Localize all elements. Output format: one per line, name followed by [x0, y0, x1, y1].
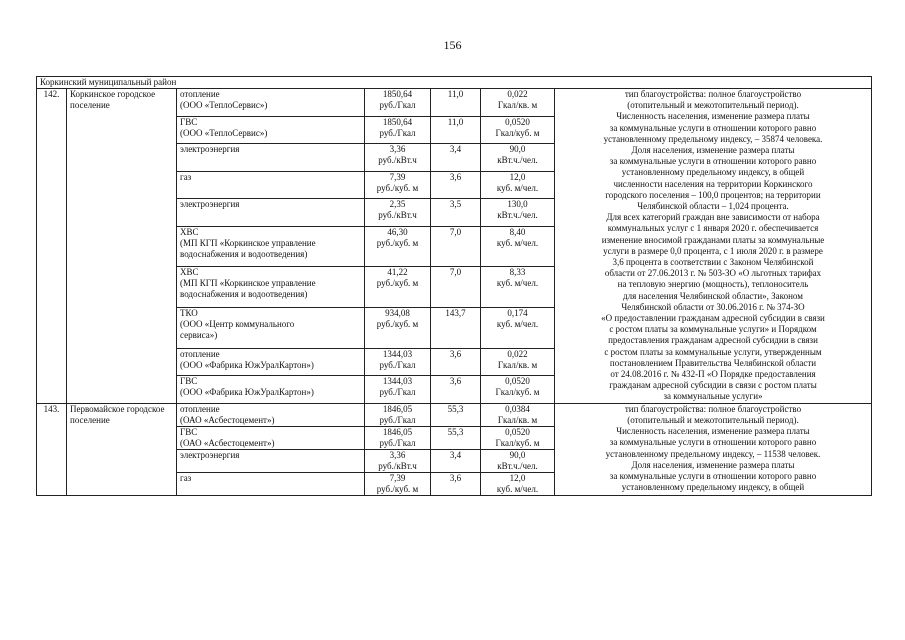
service-line: водоснабжения и водоотведения) [180, 289, 308, 300]
description-cell [555, 89, 872, 404]
service-name [177, 307, 365, 348]
settlement-name: Коркинское городское поселение [67, 89, 177, 404]
description-line: предоставления гражданам адресной субсидии в связи [608, 335, 818, 346]
service-name [177, 426, 365, 449]
tariff-line: руб./куб. м [376, 318, 419, 329]
tariff-line: руб./кВт.ч [378, 155, 417, 166]
volume-cell: 11,0 [431, 116, 481, 144]
volume-cell: 11,0 [431, 89, 481, 117]
norm-line: 8,33 [509, 267, 526, 278]
tariff-cell [365, 472, 431, 495]
description-line: постановлением Правительства Челябинской области [609, 357, 817, 368]
service-name [177, 199, 365, 227]
service-line: ГВС [180, 426, 198, 437]
norm-line: Гкал/куб. м [495, 127, 540, 138]
tariff-line: 934,08 [385, 307, 410, 318]
tariff-cell [365, 403, 431, 426]
service-line: водоснабжения и водоотведения) [180, 248, 308, 259]
norm-cell [481, 116, 555, 144]
service-line: (ООО «Фабрика ЮжУралКартон») [180, 387, 314, 398]
service-name [177, 403, 365, 426]
tariff-cell [365, 307, 431, 348]
description-line: за коммунальные услуги в отношении которого равно [609, 156, 817, 167]
description-line: (отопительный и межотопительный период). [627, 100, 799, 111]
volume-cell: 55,3 [431, 426, 481, 449]
volume-cell: 3,6 [431, 171, 481, 199]
tariff-line: 41,22 [387, 267, 408, 278]
volume-cell: 3,4 [431, 449, 481, 472]
norm-line: 0,0520 [505, 426, 530, 437]
service-line: (ООО «ТеплоСервис») [180, 100, 268, 110]
description-line: тип благоустройства: полное благоустройство [624, 89, 802, 99]
norm-cell [481, 449, 555, 472]
service-name [177, 348, 365, 376]
service-line: ГВС [180, 116, 198, 127]
norm-line: 0,022 [507, 89, 528, 99]
volume-cell: 55,3 [431, 403, 481, 426]
norm-cell [481, 89, 555, 117]
tariff-cell [365, 116, 431, 144]
region-title: Коркинский муниципальный район [37, 77, 872, 89]
service-line: (ОАО «Асбестоцемент») [180, 414, 275, 425]
service-line: (ООО «Центр коммунального [180, 318, 295, 329]
tariff-line: руб./куб. м [376, 182, 419, 193]
volume-cell: 7,0 [431, 267, 481, 308]
tariff-line: руб./Гкал [379, 414, 416, 425]
service-line: газ [180, 171, 192, 182]
description-line: Челябинской области – 1,024 процента. [637, 201, 789, 212]
tariff-line: 1846,05 [382, 403, 413, 414]
service-line: ХВС [180, 267, 199, 278]
tariff-cell [365, 144, 431, 172]
norm-line: куб. м/чел. [496, 278, 539, 289]
volume-cell: 3,6 [431, 376, 481, 404]
description-line: Численность населения, изменение размера платы [616, 426, 810, 437]
description-line: городского поселения – 100,0 процентов; на территории [605, 189, 821, 200]
service-name [177, 267, 365, 308]
norm-line: куб. м/чел. [496, 483, 539, 494]
service-line: (ОАО «Асбестоцемент») [180, 437, 275, 448]
norm-line: куб. м/чел. [496, 182, 539, 193]
norm-line: куб. м/чел. [496, 318, 539, 329]
tariff-line: руб./Гкал [379, 387, 416, 398]
norm-line: Гкал/кв. м [497, 414, 538, 425]
service-line: электроэнергия [180, 144, 240, 155]
tariff-line: 1850,64 [382, 116, 413, 127]
description-line: за коммунальные услуги в отношении которого равно [609, 122, 817, 133]
service-line: электроэнергия [180, 199, 240, 210]
description-line: 3,6 процента в соответствии с Законом Челябинской [612, 257, 814, 268]
description-line: коммунальных услуг с 1 января 2020 г. обеспечивается [607, 223, 819, 234]
norm-line: 90,0 [509, 144, 526, 155]
description-line: Для всех категорий граждан вне зависимости от набора [606, 212, 820, 223]
description-line: «О предоставлении гражданам адресной субсидии в связи [601, 313, 825, 324]
page-number: 156 [443, 38, 462, 52]
norm-line: 0,174 [507, 307, 528, 318]
tariff-line: руб./Гкал [379, 100, 416, 110]
tariff-cell [365, 376, 431, 404]
tariff-cell [365, 89, 431, 117]
service-row [37, 89, 872, 117]
description-line: на тепловую энергию (мощность), теплоноситель [617, 279, 809, 290]
norm-line: 0,0384 [505, 403, 530, 414]
tariff-table [36, 76, 872, 496]
tariff-line: руб./куб. м [376, 278, 419, 289]
service-line: (ООО «Фабрика ЮжУралКартон») [180, 359, 314, 370]
tariff-cell [365, 348, 431, 376]
norm-line: кВт.ч./чел. [497, 210, 538, 221]
tariff-cell [365, 267, 431, 308]
tariff-line: руб./куб. м [376, 237, 419, 248]
norm-cell [481, 348, 555, 376]
description-line: Доля населения, изменение размера платы [631, 459, 795, 470]
tariff-line: руб./кВт.ч [378, 460, 417, 471]
tariff-line: 1344,03 [382, 376, 413, 387]
service-line: отопление [180, 89, 220, 99]
description-line: от 24.08.2016 г. № 432-П «О Порядке предоставления [610, 369, 816, 380]
norm-cell [481, 472, 555, 495]
norm-cell [481, 171, 555, 199]
description-cell [555, 403, 872, 495]
tariff-line: 46,30 [387, 226, 408, 237]
norm-line: 90,0 [509, 449, 526, 460]
tariff-cell [365, 199, 431, 227]
description-line: установленному предельному индексу, – 35874 человека. [603, 133, 823, 144]
row-number: 143. [37, 403, 67, 495]
tariff-line: 2,35 [389, 199, 406, 210]
description-line: установленному предельному индексу, в общей [621, 167, 805, 178]
description-line: за коммунальные услуги» [663, 391, 763, 402]
description-line: гражданам адресной субсидии в связи с ростом платы [609, 380, 817, 391]
service-name [177, 116, 365, 144]
norm-line: Гкал/куб. м [495, 437, 540, 448]
volume-cell: 3,6 [431, 472, 481, 495]
description-line: за коммунальные услуги в отношении которого равно [609, 437, 817, 448]
tariff-cell [365, 449, 431, 472]
service-line: отопление [180, 348, 220, 359]
norm-line: 0,0520 [505, 116, 530, 127]
tariff-cell [365, 226, 431, 267]
service-name [177, 171, 365, 199]
description-line: с ростом платы за коммунальные услуги» и Порядком [609, 324, 817, 335]
description-line: (отопительный и межотопительный период). [627, 414, 799, 425]
norm-line: 0,022 [507, 348, 528, 359]
description-line: изменение вносимой гражданами платы за коммунальные [601, 234, 825, 245]
description-line: установленному предельному индексу, в общей [621, 482, 805, 493]
description-line: услуги в размере 0,0 процента, с 1 июля 2020 г. в размере [603, 245, 823, 256]
norm-line: 8,40 [509, 226, 526, 237]
norm-line: кВт.ч./чел. [497, 460, 538, 471]
tariff-cell [365, 171, 431, 199]
volume-cell: 3,5 [431, 199, 481, 227]
tariff-line: 7,39 [389, 472, 406, 483]
service-name [177, 144, 365, 172]
description-line: установленному предельному индексу, – 11538 человек. [605, 448, 821, 459]
tariff-line: 1344,03 [382, 348, 413, 359]
service-name [177, 449, 365, 472]
tariff-line: 1850,64 [382, 89, 413, 99]
service-name [177, 376, 365, 404]
service-line: ГВС [180, 376, 198, 387]
norm-line: 130,0 [507, 199, 528, 210]
tariff-line: 3,36 [389, 144, 406, 155]
description-line: с ростом платы за коммунальные услуги, утвержденным [604, 346, 822, 357]
tariff-line: руб./Гкал [379, 437, 416, 448]
description-line: Численность населения, изменение размера платы [616, 111, 810, 122]
norm-cell [481, 307, 555, 348]
service-name [177, 226, 365, 267]
service-line: сервиса») [180, 329, 218, 340]
service-line: (МП КГП «Коркинское управление [180, 278, 316, 289]
norm-cell [481, 426, 555, 449]
tariff-line: 3,36 [389, 449, 406, 460]
norm-line: куб. м/чел. [496, 237, 539, 248]
volume-cell: 3,4 [431, 144, 481, 172]
norm-cell [481, 376, 555, 404]
tariff-line: руб./Гкал [379, 127, 416, 138]
service-line: отопление [180, 403, 220, 414]
region-header-row [37, 77, 872, 89]
service-line: электроэнергия [180, 449, 240, 460]
service-line: ХВС [180, 226, 199, 237]
tariff-line: 7,39 [389, 171, 406, 182]
norm-line: 12,0 [509, 171, 526, 182]
service-line: ТКО [180, 307, 198, 318]
service-name [177, 472, 365, 495]
tariff-cell [365, 426, 431, 449]
volume-cell: 7,0 [431, 226, 481, 267]
norm-cell [481, 403, 555, 426]
norm-line: Гкал/куб. м [495, 387, 540, 398]
description-line: тип благоустройства: полное благоустройство [624, 403, 802, 414]
norm-line: 0,0520 [505, 376, 530, 387]
description-line: за коммунальные услуги в отношении которого равно [609, 470, 817, 481]
description-line: области от 27.06.2013 г. № 503-ЗО «О льготных тарифах [604, 268, 822, 279]
settlement-name: Первомайское городское поселение [67, 403, 177, 495]
description-line: Челябинской области от 30.06.2016 г. № 374-ЗО [621, 301, 805, 312]
norm-line: Гкал/кв. м [497, 100, 538, 110]
norm-line: 12,0 [509, 472, 526, 483]
norm-cell [481, 144, 555, 172]
norm-line: Гкал/кв. м [497, 359, 538, 370]
tariff-line: 1846,05 [382, 426, 413, 437]
description-line: для населения Челябинской области», Законом [623, 290, 803, 301]
norm-cell [481, 267, 555, 308]
volume-cell: 143,7 [431, 307, 481, 348]
service-line: (ООО «ТеплоСервис») [180, 127, 268, 138]
norm-cell [481, 199, 555, 227]
tariff-line: руб./кВт.ч [378, 210, 417, 221]
description-line: Доля населения, изменение размера платы [631, 145, 795, 156]
service-row [37, 403, 872, 426]
service-name [177, 89, 365, 117]
norm-cell [481, 226, 555, 267]
row-number: 142. [37, 89, 67, 404]
tariff-line: руб./Гкал [379, 359, 416, 370]
norm-line: кВт.ч./чел. [497, 155, 538, 166]
service-line: (МП КГП «Коркинское управление [180, 237, 316, 248]
service-line: газ [180, 472, 192, 483]
volume-cell: 3,6 [431, 348, 481, 376]
tariff-line: руб./куб. м [376, 483, 419, 494]
description-line: численности населения на территории Коркинского [613, 178, 813, 189]
